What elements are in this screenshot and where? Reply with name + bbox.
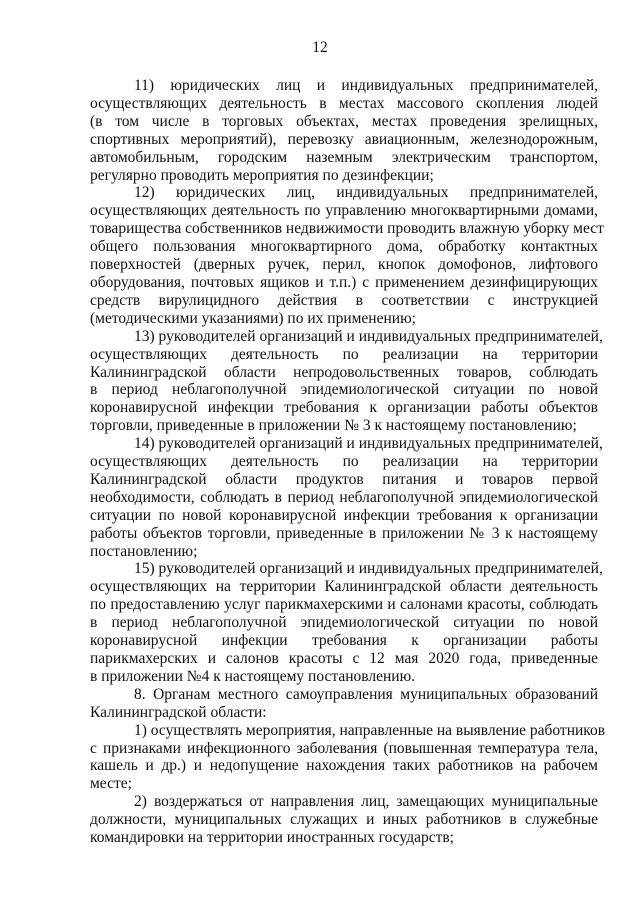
text-line: 14) руководителей организаций и индивидуальных предпринимателей,: [134, 435, 603, 453]
text-line: Калининградской области продуктов питания и товаров первой: [90, 470, 598, 488]
text-line: осуществляющих деятельность по реализации на территории: [90, 345, 598, 363]
paragraph: [90, 560, 603, 685]
text-line: 8. Органам местного самоуправления муниципальных образований: [134, 685, 598, 703]
paragraph: [90, 686, 598, 722]
text-line: поверхностей (дверных ручек, перил, кнопок домофонов, лифтового: [90, 256, 598, 274]
text-line: в приложении №4 к настоящему постановлению.: [90, 667, 416, 685]
text-line: осуществляющих на территории Калининградской области деятельность: [90, 578, 598, 596]
text-line: 13) руководителей организаций и индивидуальных предпринимателей,: [134, 327, 603, 345]
text-line: работы объектов торговли, приведенные в приложении № 3 к настоящему: [90, 524, 598, 542]
text-line: спортивных мероприятий), перевозку авиационным, железнодорожным,: [90, 130, 598, 148]
text-line: (методическими указаниями) по их применению;: [90, 309, 416, 327]
text-line: (в том числе в торговых объектах, местах проведения зрелищных,: [90, 112, 598, 130]
text-line: в период неблагополучной эпидемиологической ситуации по новой: [90, 614, 598, 632]
paragraph: [90, 793, 598, 847]
text-line: общего пользования многоквартирного дома, обработку контактных: [90, 238, 598, 256]
text-line: с признаками инфекционного заболевания (повышенная температура тела,: [90, 739, 598, 757]
text-line: Калининградской области:: [90, 703, 267, 721]
text-line: 15) руководителей организаций и индивидуальных предпринимателей,: [134, 560, 603, 578]
text-line: осуществляющих деятельность по управлению многоквартирными домами,: [90, 202, 598, 220]
paragraph: [90, 435, 603, 560]
document-body: [90, 77, 606, 847]
text-line: товарищества собственников недвижимости проводить влажную уборку мест: [90, 220, 604, 238]
text-line: торговли, приведенные в приложении № 3 к настоящему постановлению;: [90, 417, 577, 435]
page-number: 12: [312, 39, 328, 56]
text-line: постановлению;: [90, 542, 198, 560]
text-line: месте;: [90, 775, 132, 793]
text-line: коронавирусной инфекции требования к организации работы: [90, 632, 598, 650]
paragraph: [90, 184, 604, 327]
paragraph: [90, 721, 606, 794]
text-line: осуществляющих деятельность по реализации на территории: [90, 453, 598, 471]
text-line: в период неблагополучной эпидемиологической ситуации по новой: [90, 381, 598, 399]
text-line: 1) осуществлять мероприятия, направленные на выявление работников: [134, 721, 606, 739]
text-line: Калининградской области непродовольственных товаров, соблюдать: [90, 363, 598, 381]
paragraph: [90, 327, 603, 435]
text-line: парикмахерских и салонов красоты с 12 мая 2020 года, приведенные: [90, 650, 598, 667]
text-line: командировки на территории иностранных государств;: [90, 829, 454, 847]
paragraph: [90, 77, 598, 184]
text-line: средств вирулицидного действия в соответствии с инструкцией: [90, 291, 598, 309]
text-line: оборудования, почтовых ящиков и т.п.) с применением дезинфицирующих: [90, 273, 598, 291]
text-line: 12) юридических лиц, индивидуальных предпринимателей,: [134, 184, 598, 202]
text-line: регулярно проводить мероприятия по дезинфекции;: [90, 166, 434, 184]
text-line: автомобильным, городским наземным электрическим транспортом,: [90, 148, 598, 166]
text-line: кашель и др.) и недопущение нахождения таких работников на рабочем: [90, 757, 598, 775]
text-line: осуществляющих деятельность в местах массового скопления людей: [90, 94, 598, 112]
text-line: необходимости, соблюдать в период неблагополучной эпидемиологической: [90, 488, 598, 506]
text-line: по предоставлению услуг парикмахерскими и салонами красоты, соблюдать: [90, 596, 598, 614]
text-line: 2) воздержаться от направления лиц, замещающих муниципальные: [134, 793, 598, 811]
text-line: ситуации по новой коронавирусной инфекции требования к организации: [90, 506, 598, 524]
text-line: должности, муниципальных служащих и иных работников в служебные: [90, 811, 598, 829]
text-line: 11) юридических лиц и индивидуальных предпринимателей,: [134, 77, 598, 94]
text-line: коронавирусной инфекции требования к организации работы объектов: [90, 399, 598, 417]
